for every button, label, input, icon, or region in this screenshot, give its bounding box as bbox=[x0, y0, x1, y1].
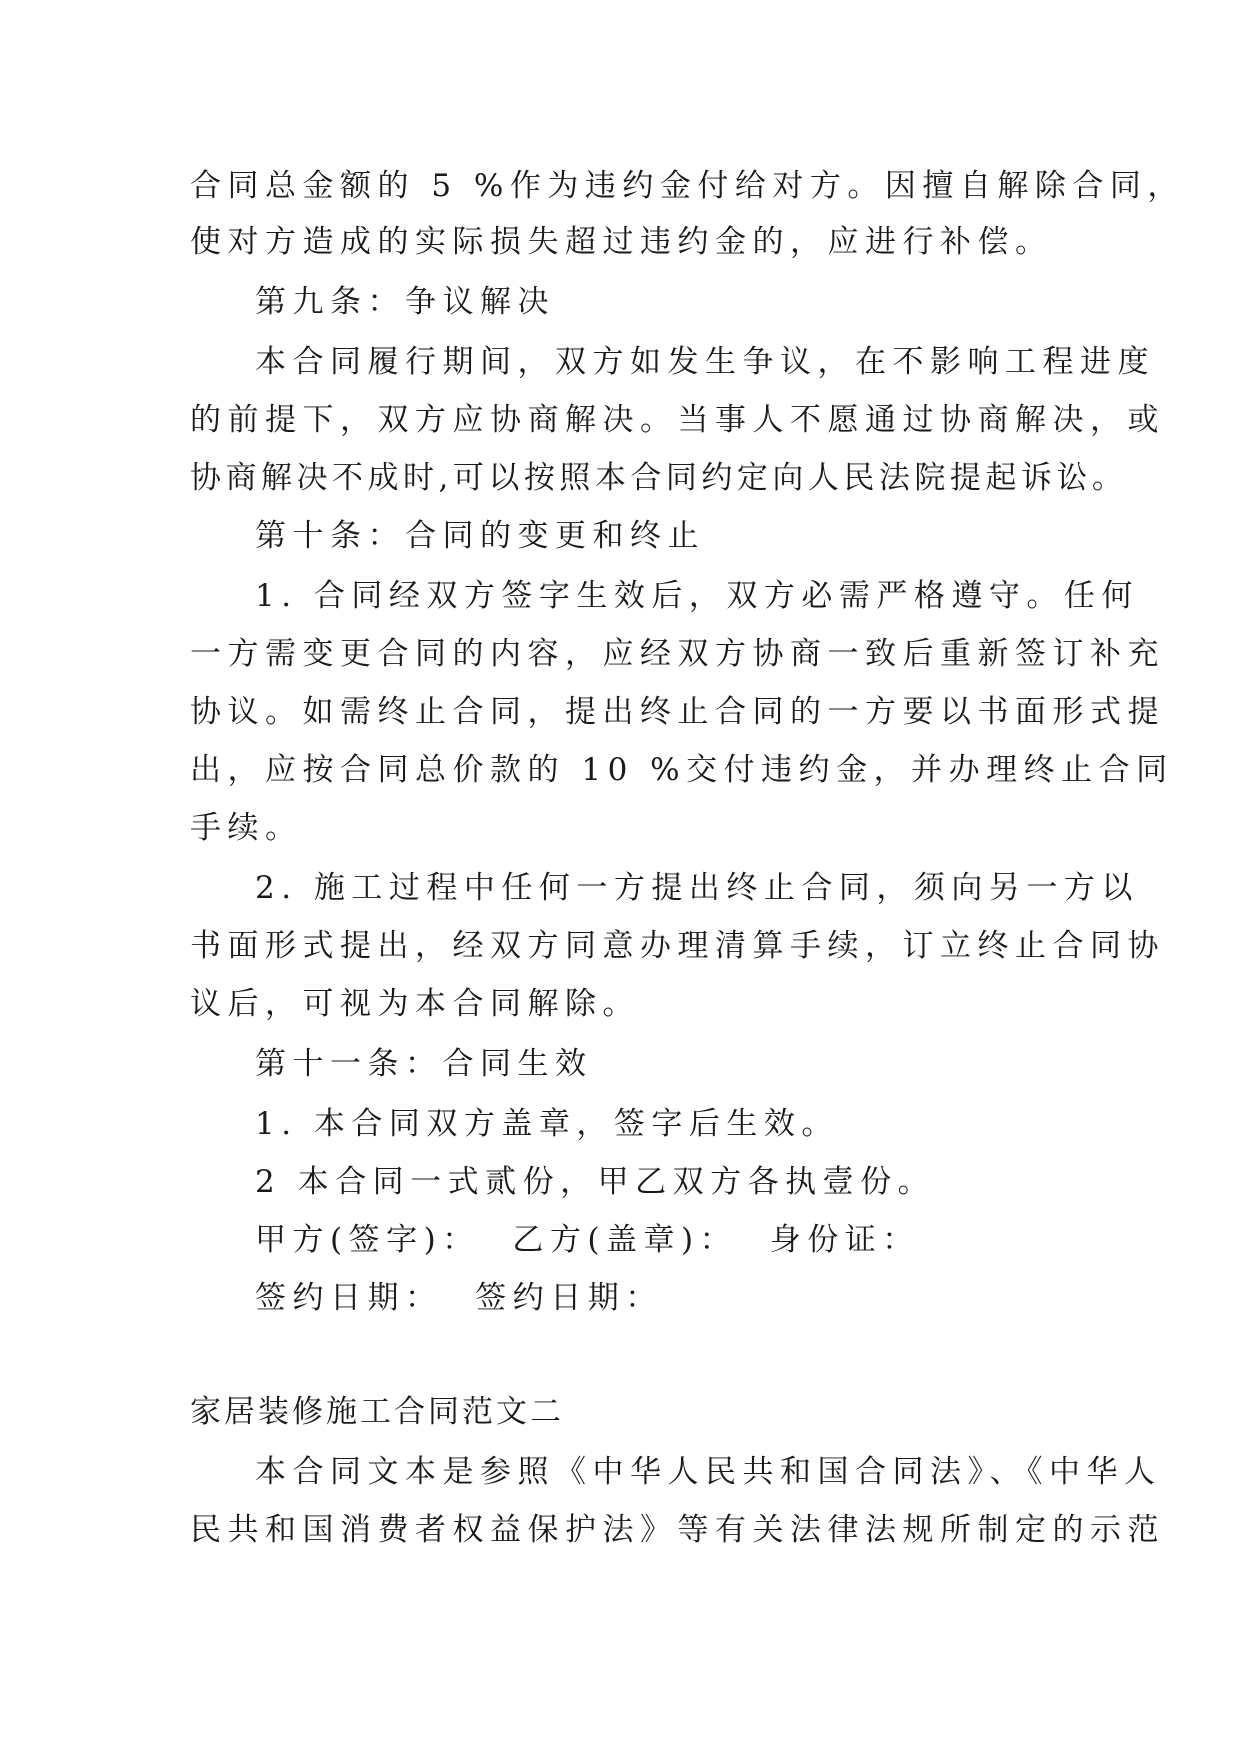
paragraph-line: 民共和国消费者权益保护法》等有关法律法规所制定的示范 bbox=[190, 1512, 1165, 1548]
paragraph-line: 2 本合同一式贰份，甲乙双方各执壹份。 bbox=[255, 1164, 936, 1200]
paragraph-line: 出，应按合同总价款的 10 %交付违约金，并办理终止合同 bbox=[190, 752, 1174, 788]
section-heading-9: 第九条：争议解决 bbox=[255, 284, 555, 320]
paragraph-line: 本合同文本是参照《中华人民共和国合同法》、《中华人 bbox=[255, 1454, 1162, 1490]
paragraph-line: 使对方造成的实际损失超过违约金的，应进行补偿。 bbox=[190, 224, 1053, 260]
document-title: 家居装修施工合同范文二 bbox=[190, 1394, 564, 1430]
section-heading-10: 第十条：合同的变更和终止 bbox=[255, 518, 705, 554]
paragraph-line: 一方需变更合同的内容，应经双方协商一致后重新签订补充 bbox=[190, 636, 1165, 672]
paragraph-line: 1. 合同经双方签字生效后，双方必需严格遵守。任何 bbox=[255, 578, 1139, 614]
paragraph-line: 协议。如需终止合同，提出终止合同的一方要以书面形式提 bbox=[190, 694, 1165, 730]
paragraph-line: 手续。 bbox=[190, 810, 303, 846]
paragraph-line: 合同总金额的 5 %作为违约金付给对方。因擅自解除合同， bbox=[190, 168, 1185, 204]
paragraph-line: 2. 施工过程中任何一方提出终止合同，须向另一方以 bbox=[255, 870, 1139, 906]
signature-line: 甲方(签字)： 乙方(盖章)： 身份证： bbox=[255, 1222, 920, 1258]
paragraph-line: 本合同履行期间，双方如发生争议，在不影响工程进度 bbox=[255, 344, 1155, 380]
paragraph-line: 书面形式提出，经双方同意办理清算手续，订立终止合同协 bbox=[190, 928, 1165, 964]
section-heading-11: 第十一条：合同生效 bbox=[255, 1046, 593, 1082]
paragraph-line: 的前提下，双方应协商解决。当事人不愿通过协商解决，或 bbox=[190, 402, 1165, 438]
paragraph-line: 议后，可视为本合同解除。 bbox=[190, 986, 640, 1022]
date-line: 签约日期： 签约日期： bbox=[255, 1280, 663, 1316]
paragraph-line: 协商解决不成时,可以按照本合同约定向人民法院提起诉讼。 bbox=[190, 460, 1128, 496]
paragraph-line: 1. 本合同双方盖章，签字后生效。 bbox=[255, 1106, 839, 1142]
